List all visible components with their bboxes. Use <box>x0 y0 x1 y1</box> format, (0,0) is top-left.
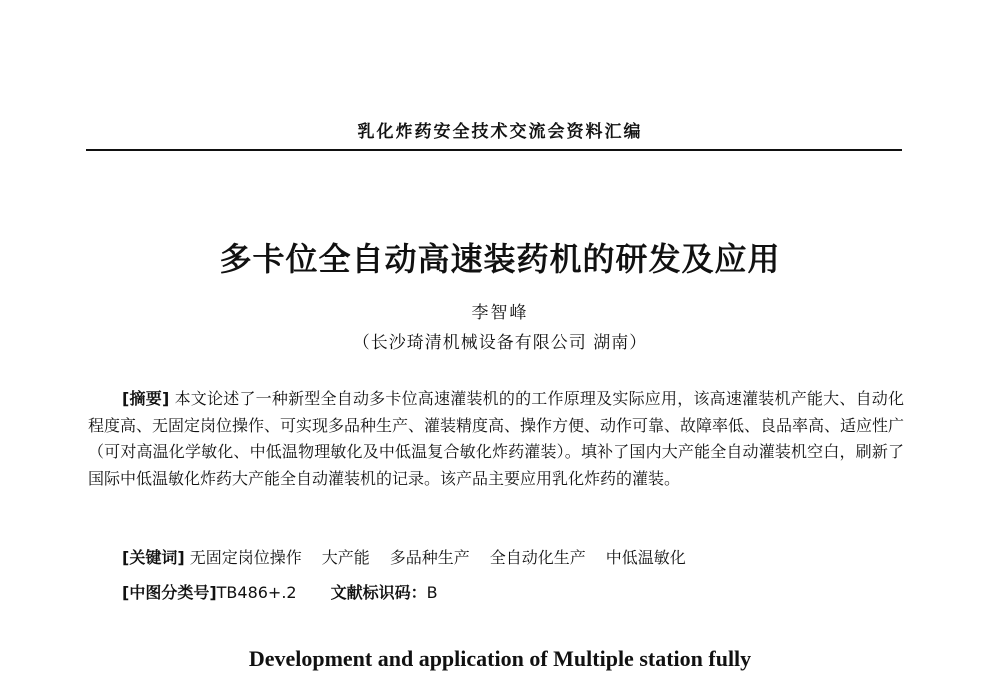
classification-code: TB486+.2 <box>216 583 297 602</box>
author-name: 李智峰 <box>471 303 529 323</box>
keyword: 全自动化生产 <box>489 548 586 567</box>
running-header: 乳化炸药安全技术交流会资料汇编 <box>357 122 643 142</box>
paper-title: 多卡位全自动高速装药机的研发及应用 <box>219 240 781 278</box>
abstract-label: [摘要] <box>122 389 170 408</box>
keyword: 多品种生产 <box>389 548 470 567</box>
affiliation: （长沙琦清机械设备有限公司 湖南） <box>352 333 648 353</box>
keywords-line <box>122 545 706 568</box>
abstract-paragraph <box>88 386 904 492</box>
keyword: 中低温敏化 <box>605 548 686 567</box>
keyword: 大产能 <box>321 548 370 567</box>
abstract-text: 本文论述了一种新型全自动多卡位高速灌装机的的工作原理及实际应用，该高速灌装机产能大、自动化程度高、无固定岗位操作、可实现多品种生产、灌装精度高、操作方便、动作可靠、故障率低、良品率高、适应性广（可对高温化学敏化、中低温物理敏化及中低温复合敏化炸药灌装）。填补了国内大产能全自动灌装机空白，刷新了国际中低温敏化炸药大产能全自动灌装机的记录。该产品主要应用乳化炸药的灌装。 <box>88 389 905 488</box>
keyword: 无固定岗位操作 <box>189 548 302 567</box>
document-code: B <box>426 583 438 602</box>
header-rule <box>86 149 902 151</box>
keywords-label: [关键词] <box>122 548 185 567</box>
classification-label: [中图分类号] <box>122 583 217 602</box>
classification-line <box>122 580 438 603</box>
document-code-label: 文献标识码： <box>330 583 427 602</box>
english-title: Development and application of Multiple station fully <box>248 646 752 671</box>
